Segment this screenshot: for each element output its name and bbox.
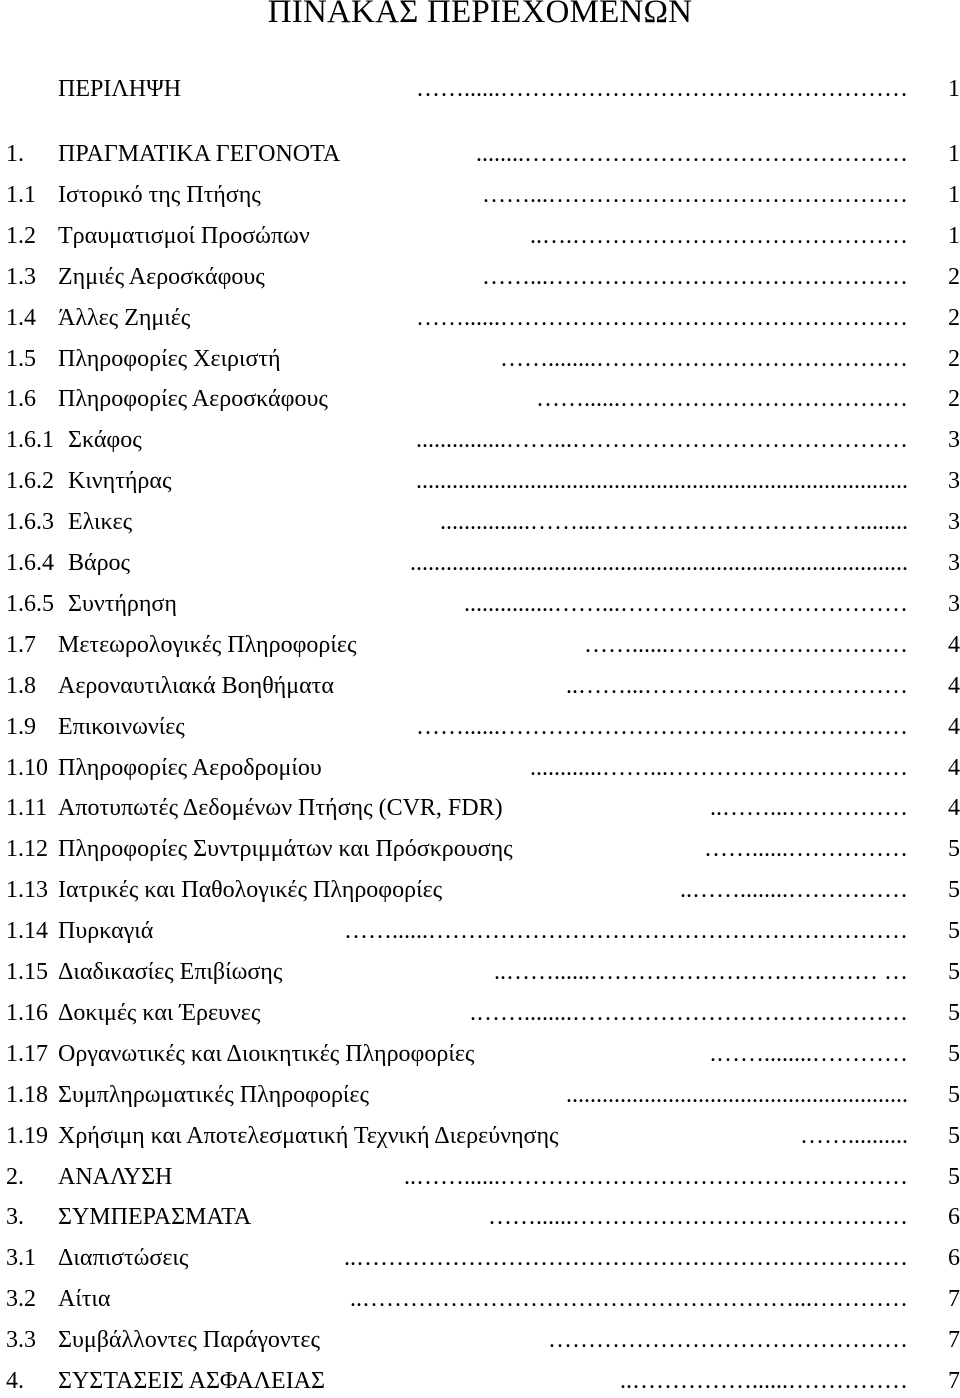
toc-entry-page: 4 <box>948 795 960 822</box>
toc-entry-leader: ……………………………...…….. <box>566 672 908 699</box>
toc-entry-label: ΣΥΣΤΑΣΕΙΣ ΑΣΦΑΛΕΙΑΣ <box>58 1368 325 1394</box>
toc-entry-label: Πληροφορίες Χειριστή <box>58 345 281 372</box>
toc-entry-leader: ……………………………………………......…… <box>416 76 908 102</box>
toc-entry-number: 2. <box>6 1163 24 1190</box>
toc-entry-label: Τραυματισμοί Προσώπων <box>58 222 310 249</box>
toc-title: ΠΙΝΑΚΑΣ ΠΕΡΙΕΧΟΜΕΝΩΝ <box>267 0 693 30</box>
toc-entry-number: 1.12 <box>6 836 48 863</box>
toc-entry-number: 1.6 <box>6 386 36 413</box>
toc-entry-leader: ……………......…… <box>704 836 908 863</box>
toc-entry-page: 5 <box>948 1122 960 1149</box>
toc-entry-number: 1.8 <box>6 672 36 699</box>
toc-entry-number: 1.18 <box>6 1081 48 1108</box>
toc-entry-leader: …………………………...……............ <box>530 754 908 781</box>
toc-entry-label: Ιατρικές και Παθολογικές Πληροφορίες <box>58 877 443 904</box>
toc-entry-label: ΠΕΡΙΛΗΨΗ <box>58 76 182 102</box>
toc-entry-number: 1.9 <box>6 713 36 740</box>
toc-entry-page: 4 <box>948 713 960 740</box>
toc-entry[interactable] <box>0 219 960 253</box>
toc-entry[interactable] <box>0 669 960 703</box>
toc-entry-page: 5 <box>948 959 960 985</box>
toc-entry-page: 3 <box>948 590 960 617</box>
toc-entry-label: ΣΥΜΠΕΡΑΣΜΑΤΑ <box>58 1204 252 1231</box>
toc-entry-leader: ..........…… <box>800 1122 908 1149</box>
toc-entry-page: 1 <box>948 181 960 208</box>
toc-entry-number: 3.1 <box>6 1245 36 1272</box>
toc-entry-label: ΑΝΑΛΥΣΗ <box>58 1163 173 1190</box>
toc-entry-number: 1.6.4 <box>6 550 54 576</box>
toc-entry-leader: ………………………………………...…… <box>482 263 908 290</box>
toc-entry-number: 3.2 <box>6 1286 36 1313</box>
toc-entry-number: 4. <box>6 1368 24 1394</box>
toc-entry[interactable] <box>0 1364 960 1398</box>
toc-entry-label: Ζημιές Αεροσκάφους <box>58 263 265 290</box>
toc-entry[interactable] <box>0 1037 960 1071</box>
toc-entry[interactable] <box>0 464 960 498</box>
toc-entry-leader: …………...……………………………………………….. <box>350 1286 908 1313</box>
toc-entry-leader: …………………………………........…… <box>500 345 908 372</box>
toc-entry-leader: ……………........…….. <box>680 877 908 904</box>
toc-entry[interactable] <box>0 628 960 662</box>
toc-entry-label: Ελικες <box>68 509 133 536</box>
toc-entry-number: 1.14 <box>6 918 48 945</box>
toc-entry-leader: … ………………………………......…….. <box>494 959 908 985</box>
toc-entry-page: 2 <box>948 345 960 372</box>
toc-entry-page: 2 <box>948 263 960 290</box>
toc-entry[interactable] <box>0 710 960 744</box>
toc-entry-leader: ........……………………………...……............... <box>440 509 908 536</box>
toc-entry-label: Οργανωτικές και Διοικητικές Πληροφορίες <box>58 1040 475 1067</box>
toc-entry-number: 1.10 <box>6 754 48 781</box>
toc-entry-leader: ……………………………………………......…… <box>416 304 908 331</box>
toc-entry[interactable] <box>0 587 960 621</box>
toc-entry[interactable] <box>0 955 960 989</box>
toc-entry-page: 3 <box>948 509 960 536</box>
toc-entry-leader: ......................................................... <box>566 1081 908 1108</box>
toc-entry-number: 1.6.5 <box>6 590 54 617</box>
toc-entry-label: Αεροναυτιλιακά Βοηθήματα <box>58 672 334 699</box>
toc-entry-number: 1. <box>6 141 24 167</box>
toc-entry-page: 2 <box>948 304 960 331</box>
toc-entry-leader: ……………………………………........……. <box>470 999 908 1026</box>
toc-entry-label: Αποτυπωτές Δεδομένων Πτήσης (CVR, FDR) <box>58 795 503 822</box>
toc-entry-number: 1.4 <box>6 304 36 331</box>
toc-entry-number: 1.1 <box>6 181 36 208</box>
toc-entry-page: 5 <box>948 918 960 945</box>
toc-entry-leader: ………………………………......…… <box>536 386 908 413</box>
toc-entry[interactable] <box>0 72 960 106</box>
toc-entry-label: Συντήρηση <box>68 590 177 617</box>
toc-entry-page: 4 <box>948 754 960 781</box>
toc-entry-number: 1.13 <box>6 877 48 904</box>
toc-entry-page: 1 <box>948 76 960 102</box>
toc-entry[interactable] <box>0 1119 960 1153</box>
toc-entry-label: Επικοινωνίες <box>58 713 185 740</box>
toc-entry-page: 5 <box>948 836 960 863</box>
toc-entry[interactable] <box>0 260 960 294</box>
toc-entry-leader: ……………......…………….. <box>620 1368 908 1394</box>
toc-entry-number: 1.19 <box>6 1122 48 1149</box>
toc-entry-label: Διαδικασίες Επιβίωσης <box>58 959 283 985</box>
toc-entry-number: 1.6.3 <box>6 509 54 536</box>
toc-entry[interactable] <box>0 1160 960 1194</box>
toc-entry-label: Πυρκαγιά <box>58 918 154 945</box>
toc-entry-label: Άλλες Ζημιές <box>58 304 191 331</box>
toc-entry-leader: ……………………………………...……............... <box>416 427 908 454</box>
toc-entry-number: 1.3 <box>6 263 36 290</box>
toc-entry-page: 2 <box>948 386 960 413</box>
toc-entry[interactable] <box>0 1241 960 1275</box>
toc-entry-leader: …………........……. <box>710 1040 908 1067</box>
toc-entry-leader: ………………………………...……............... <box>464 590 908 617</box>
toc-entry-number: 3.3 <box>6 1327 36 1354</box>
toc-entry[interactable] <box>0 301 960 335</box>
toc-entry[interactable] <box>0 382 960 416</box>
toc-entry-number: 1.5 <box>6 345 36 372</box>
toc-entry-page: 5 <box>948 1163 960 1190</box>
toc-entry-leader: ................................................................................... <box>410 550 908 576</box>
toc-entry[interactable] <box>0 1323 960 1357</box>
toc-entry-label: Πληροφορίες Αεροδρομίου <box>58 754 322 781</box>
toc-entry-leader: ……………………………………… <box>548 1327 908 1354</box>
toc-entry-leader: ……………………………………......…… <box>488 1204 908 1231</box>
toc-entry-label: Χρήσιμη και Αποτελεσματική Τεχνική Διερεύνησης <box>58 1122 559 1149</box>
toc-entry-page: 3 <box>948 427 960 454</box>
toc-entry-leader: ……………………………………………......…… <box>416 713 908 740</box>
toc-entry[interactable] <box>0 1282 960 1316</box>
toc-entry[interactable] <box>0 505 960 539</box>
toc-entry-number: 1.6.2 <box>6 468 54 495</box>
toc-entry-page: 7 <box>948 1368 960 1394</box>
toc-entry-label: Ιστορικό της Πτήσης <box>58 181 261 208</box>
toc-entry[interactable] <box>0 546 960 580</box>
toc-entry-number: 1.6.1 <box>6 427 54 454</box>
toc-entry-page: 7 <box>948 1327 960 1354</box>
toc-entry[interactable] <box>0 791 960 825</box>
toc-entry[interactable] <box>0 342 960 376</box>
toc-entry-number: 1.2 <box>6 222 36 249</box>
toc-entry[interactable] <box>0 137 960 171</box>
toc-entry-number: 1.7 <box>6 631 36 658</box>
toc-entry-page: 3 <box>948 468 960 495</box>
toc-entry-leader: ……………………………………………......…….. <box>404 1163 908 1190</box>
toc-entry-label: Συμπληρωματικές Πληροφορίες <box>58 1081 369 1108</box>
toc-entry-leader: …………………………………………………………….. <box>344 1245 908 1272</box>
toc-entry-number: 1.16 <box>6 999 48 1026</box>
toc-entry-page: 6 <box>948 1245 960 1272</box>
toc-entry-label: Κινητήρας <box>68 468 172 495</box>
toc-entry-leader: …………………………......…… <box>584 631 908 658</box>
toc-entry-page: 5 <box>948 1081 960 1108</box>
toc-entry-page: 4 <box>948 672 960 699</box>
toc-entry-label: Πληροφορίες Συντριμμάτων και Πρόσκρουσης <box>58 836 513 863</box>
toc-entry[interactable] <box>0 914 960 948</box>
toc-entry-label: Μετεωρολογικές Πληροφορίες <box>58 631 357 658</box>
toc-entry-label: Βάρος <box>68 550 131 576</box>
toc-entry[interactable] <box>0 1200 960 1234</box>
toc-entry-number: 1.15 <box>6 959 48 985</box>
toc-entry-page: 1 <box>948 141 960 167</box>
toc-entry-page: 5 <box>948 999 960 1026</box>
toc-entry[interactable] <box>0 832 960 866</box>
toc-entry[interactable] <box>0 1078 960 1112</box>
toc-entry-page: 3 <box>948 550 960 576</box>
toc-entry-label: Αίτια <box>58 1286 111 1313</box>
toc-entry-leader: .................................................................................. <box>416 468 908 495</box>
toc-entry-page: 5 <box>948 877 960 904</box>
toc-entry[interactable] <box>0 423 960 457</box>
toc-entry-page: 4 <box>948 631 960 658</box>
toc-entry[interactable] <box>0 178 960 212</box>
toc-entry-leader: …………………………………………........ <box>476 141 908 167</box>
toc-entry-label: Δοκιμές και Έρευνες <box>58 999 261 1026</box>
toc-entry-label: Πληροφορίες Αεροσκάφους <box>58 386 328 413</box>
toc-entry-label: Διαπιστώσεις <box>58 1245 189 1272</box>
toc-entry-number: 3. <box>6 1204 24 1231</box>
toc-entry-page: 6 <box>948 1204 960 1231</box>
toc-entry-leader: ……………...…….. <box>710 795 908 822</box>
toc-entry[interactable] <box>0 996 960 1030</box>
toc-entry-leader: ……………………………………………………......…… <box>344 918 908 945</box>
toc-entry[interactable] <box>0 873 960 907</box>
toc-entry-leader: …………………………………….….. <box>530 222 908 249</box>
toc-entry-page: 1 <box>948 222 960 249</box>
toc-entry[interactable] <box>0 751 960 785</box>
toc-entry-page: 7 <box>948 1286 960 1313</box>
toc-entry-number: 1.17 <box>6 1040 48 1067</box>
toc-entry-page: 5 <box>948 1040 960 1067</box>
toc-entry-label: ΠΡΑΓΜΑΤΙΚΑ ΓΕΓΟΝΟΤΑ <box>58 141 341 167</box>
toc-entry-number: 1.11 <box>6 795 48 822</box>
toc-entry-label: Συμβάλλοντες Παράγοντες <box>58 1327 320 1354</box>
toc-entry-leader: ………………………………………...…… <box>482 181 908 208</box>
toc-entry-label: Σκάφος <box>68 427 142 454</box>
